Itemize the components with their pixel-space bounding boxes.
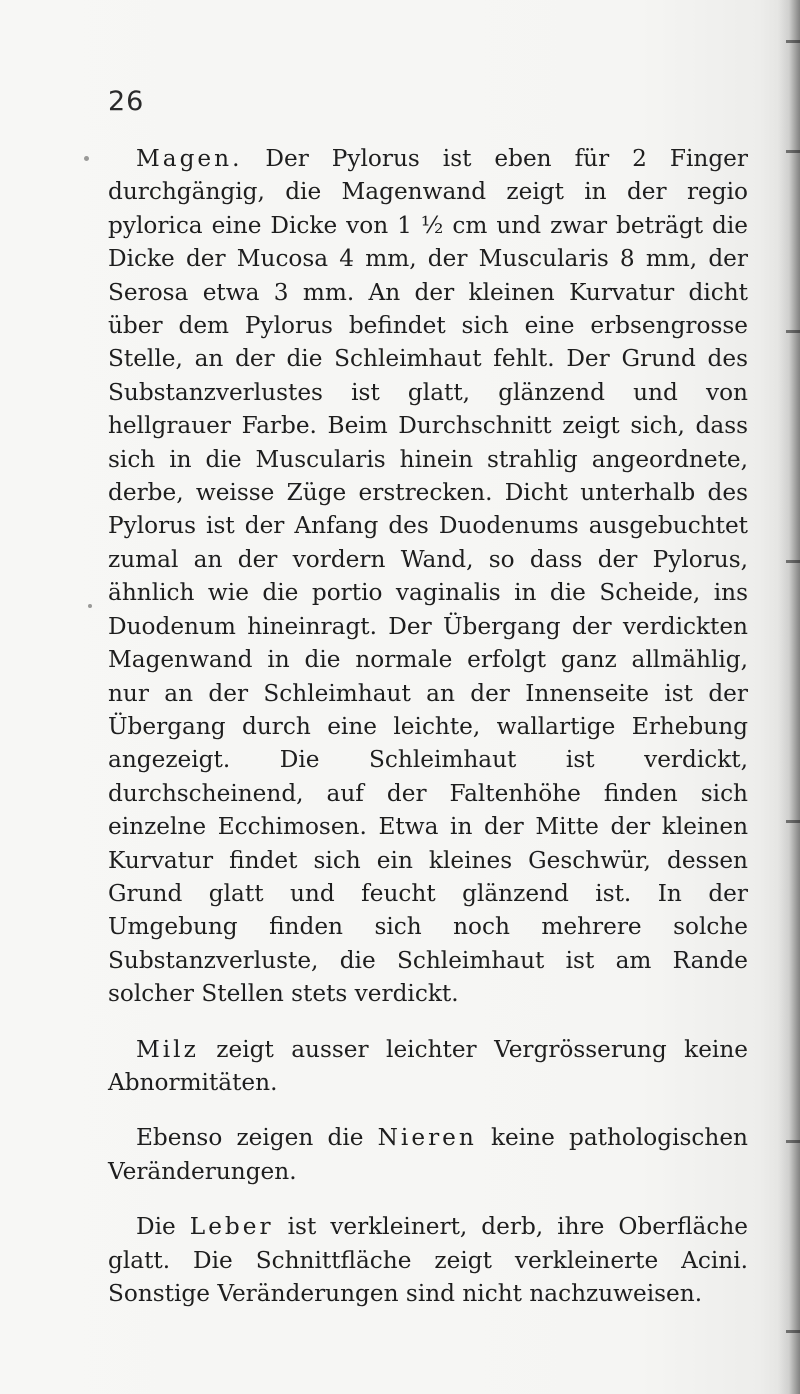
paragraph-text: zeigt ausser leichter Vergrösserung keine Abnormitäten. <box>108 1035 748 1096</box>
edge-mark <box>786 1140 800 1143</box>
edge-mark <box>786 40 800 43</box>
paragraph-text: Ebenso zeigen die <box>136 1124 364 1152</box>
page-edge-shadow <box>778 0 800 1394</box>
section-heading-nieren: Nieren <box>377 1124 477 1152</box>
page-number: 26 <box>108 86 145 117</box>
ink-speck <box>84 156 89 161</box>
section-heading-milz: Milz <box>136 1035 199 1063</box>
edge-mark <box>786 560 800 563</box>
edge-mark <box>786 820 800 823</box>
paragraph-text: keine pathologischen Veränderungen. <box>108 1124 748 1185</box>
paragraph-text: Die <box>136 1213 176 1241</box>
ink-speck <box>88 604 92 608</box>
paragraph-milz <box>108 1033 748 1100</box>
edge-mark <box>786 330 800 333</box>
paragraph-text: Der Pylorus ist eben für 2 Finger durchgängig, die Magenwand zeigt in der regio pylorica eine Dicke von 1 ½ cm und zwar beträgt die Dicke der Mucosa 4 mm, der Muscularis 8 mm, der Serosa etwa 3 mm. An der kleinen Kurvatur dicht über dem Pylorus befindet sich eine erbsengrosse Stelle, an der die Schleimhaut fehlt. Der Grund des Substanzverlustes ist glatt, glänzend und von hellgrauer Farbe. Beim Durchschnitt zeigt sich, dass sich in die Muscularis hinein strahlig angeordnete, derbe, weisse Züge erstrecken. Dicht unterhalb des Pylorus ist der Anfang des Duodenums ausgebuchtet zumal an der vordern Wand, so dass der Pylorus, ähnlich wie die portio vaginalis in die Scheide, ins Duodenum hineinragt. Der Übergang der verdickten Magenwand in die normale erfolgt ganz allmählig, nur an der Schleimhaut an der Innenseite ist der Übergang durch eine leichte, wallartige Erhebung angezeigt. Die Schleimhaut ist verdickt, durchscheinend, auf der Faltenhöhe finden sich einzelne Ecchimosen. Etwa in der Mitte der kleinen Kurvatur findet sich ein kleines Geschwür, dessen Grund glatt und feucht glänzend ist. In der Umgebung finden sich noch mehrere solche Substanzverluste, die Schleimhaut ist am Rande solcher Stellen stets verdickt. <box>108 145 748 1008</box>
section-heading-magen: Magen. <box>136 145 243 172</box>
edge-mark <box>786 1330 800 1333</box>
paragraph-magen <box>108 142 748 1011</box>
paragraph-leber <box>108 1210 748 1310</box>
edge-mark <box>786 150 800 153</box>
body-text <box>108 142 748 1310</box>
section-heading-leber: Leber <box>189 1213 274 1241</box>
paragraph-text: ist verkleinert, derb, ihre Oberfläche glatt. Die Schnittfläche zeigt verkleinerte Acini. Sonstige Veränderungen sind nicht nachzuweisen. <box>108 1213 749 1307</box>
paragraph-nieren <box>108 1121 748 1188</box>
